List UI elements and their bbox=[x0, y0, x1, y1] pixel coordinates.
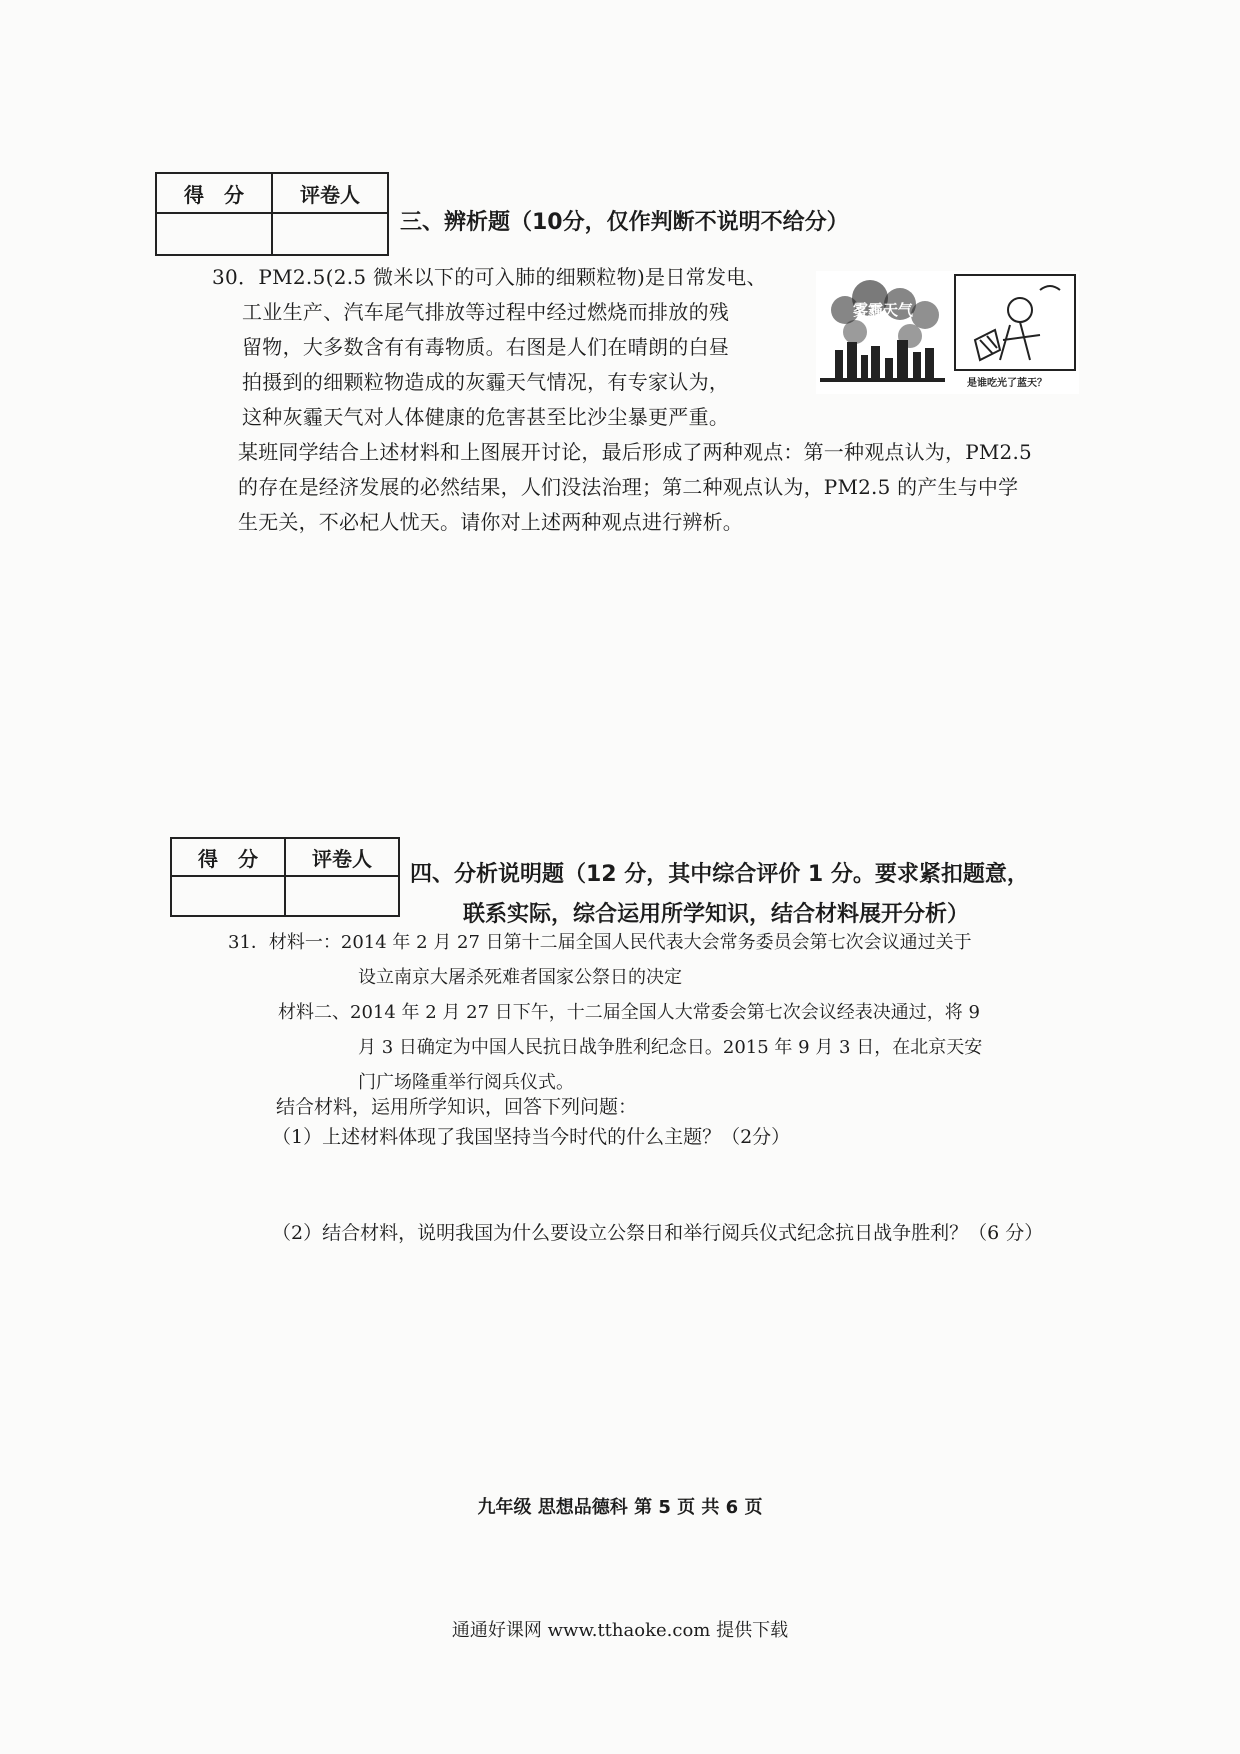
section4-heading-line2: 联系实际，综合运用所学知识，结合材料展开分析） bbox=[463, 902, 970, 927]
q30-discussion bbox=[238, 435, 1118, 540]
q31-material2-line2: 月 3 日确定为中国人民抗日战争胜利纪念日。2015 年 9 月 3 日，在北京天安 bbox=[358, 1037, 983, 1058]
grader-label: 评卷人 bbox=[285, 838, 399, 876]
cartoon-caption-right: 是谁吃光了蓝天？ bbox=[967, 378, 1047, 389]
q31-material bbox=[228, 925, 1128, 1100]
q30-line: 留物，大多数含有有毒物质。右图是人们在晴朗的白昼 bbox=[242, 335, 730, 359]
q31-prompt: 结合材料，运用所学知识，回答下列问题： bbox=[276, 1096, 638, 1118]
q31-material1-line1: 31．材料一：2014 年 2 月 27 日第十二届全国人民代表大会常务委员会第七次会议通过关于 bbox=[228, 932, 972, 953]
q30-line: 拍摄到的细颗粒物造成的灰霾天气情况，有专家认为， bbox=[242, 370, 730, 394]
q30-line: 某班同学结合上述材料和上图展开讨论，最后形成了两种观点：第一种观点认为，PM2.5 bbox=[238, 440, 1032, 464]
q30-line: 这种灰霾天气对人体健康的危害甚至比沙尘暴更严重。 bbox=[242, 405, 730, 429]
q30-text-wrapped bbox=[212, 260, 822, 435]
q31-material1-line2: 设立南京大屠杀死难者国家公祭日的决定 bbox=[358, 967, 682, 988]
q30-line: 的存在是经济发展的必然结果，人们没法治理；第二种观点认为，PM2.5 的产生与中学 bbox=[238, 475, 1019, 499]
smog-cartoon-image bbox=[815, 270, 1080, 395]
grader-cell bbox=[285, 876, 399, 916]
page-footer: 九年级 思想品德科 第 5 页 共 6 页 bbox=[477, 1497, 763, 1518]
grader-label: 评卷人 bbox=[272, 173, 388, 213]
q31-sub1: （1）上述材料体现了我国坚持当今时代的什么主题？（2分） bbox=[272, 1126, 791, 1148]
score-label: 得 分 bbox=[156, 173, 272, 213]
q30-line: 生无关，不必杞人忧天。请你对上述两种观点进行辨析。 bbox=[238, 510, 743, 534]
download-credit: 通通好课网 www.tthaoke.com 提供下载 bbox=[451, 1620, 789, 1641]
score-cell bbox=[171, 876, 285, 916]
q31-material2-line3: 门广场隆重举行阅兵仪式。 bbox=[358, 1072, 574, 1093]
section4-heading bbox=[410, 855, 1029, 935]
section3-heading: 三、辨析题（10分，仅作判断不说明不给分） bbox=[400, 210, 849, 235]
q31-sub2: （2）结合材料，说明我国为什么要设立公祭日和举行阅兵仪式纪念抗日战争胜利？（6 分） bbox=[272, 1222, 1044, 1244]
section4-heading-line1: 四、分析说明题（12 分，其中综合评价 1 分。要求紧扣题意， bbox=[410, 862, 1029, 887]
q31-material2-line1: 材料二、2014 年 2 月 27 日下午，十二届全国人大常委会第七次会议经表决通过，将 9 bbox=[278, 1002, 980, 1023]
score-cell bbox=[156, 213, 272, 255]
q30-line: 工业生产、汽车尾气排放等过程中经过燃烧而排放的残 bbox=[242, 300, 730, 324]
q30-line: 30．PM2.5(2.5 微米以下的可入肺的细颗粒物)是日常发电、 bbox=[212, 265, 767, 289]
grader-cell bbox=[272, 213, 388, 255]
score-label: 得 分 bbox=[171, 838, 285, 876]
cartoon-caption-left: 雾霾天气 bbox=[853, 301, 914, 319]
score-box-section3 bbox=[155, 172, 389, 256]
score-box-section4 bbox=[170, 837, 400, 917]
